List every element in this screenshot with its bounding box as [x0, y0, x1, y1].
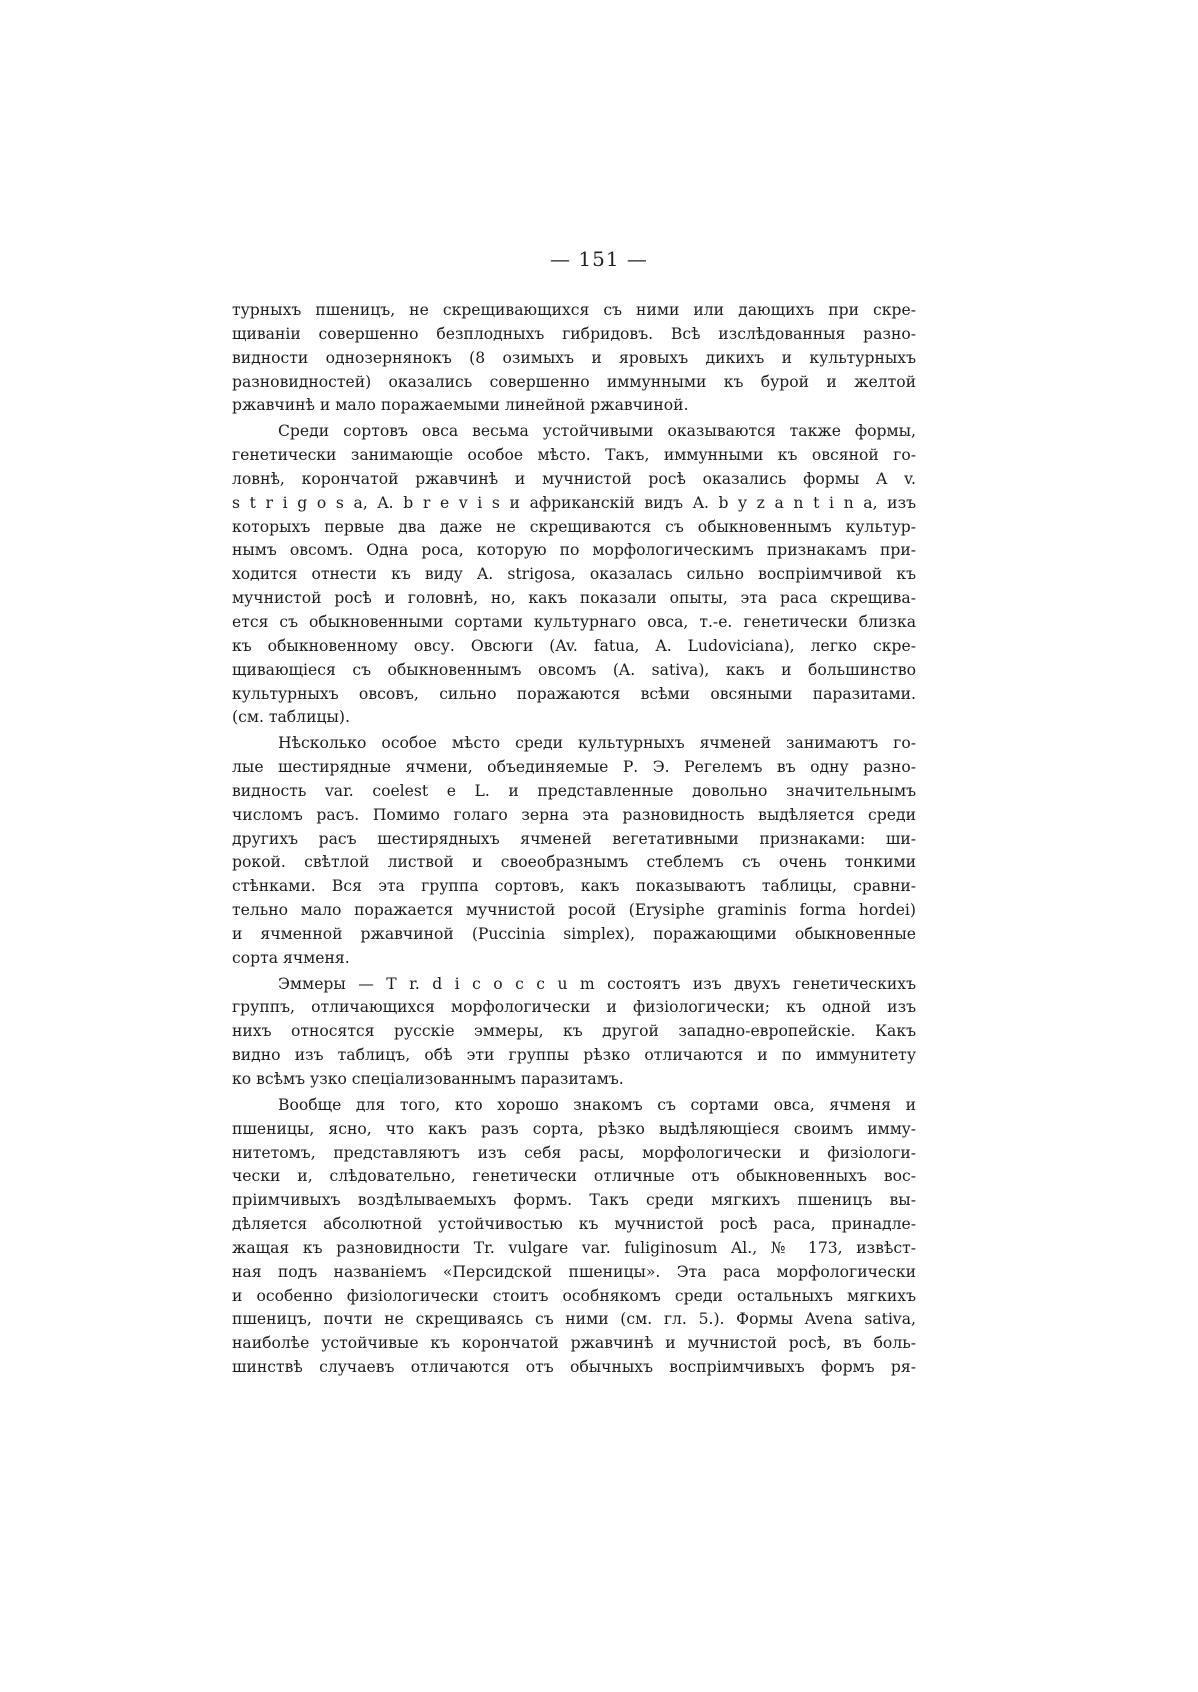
text-line: (см. таблицы). [232, 708, 350, 727]
text-line: другихъ расъ шестирядныхъ ячменей вегетативными признаками: ши- [232, 829, 916, 848]
text-line: турныхъ пшеницъ, не скрещивающихся съ ними или дающихъ при скре- [232, 301, 916, 319]
paragraph-4 [232, 973, 916, 1092]
text-line: числомъ расъ. Помимо голаго зерна эта разновидность выдѣляется среди [232, 805, 916, 824]
text-line: культурныхъ овсовъ, сильно поражаются всѣми овсяными паразитами. [232, 684, 916, 703]
text-line: рокой. свѣтлой листвой и своеобразнымъ стеблемъ съ очень тонкими [232, 853, 916, 872]
text-line: нихъ относятся русскіе эммеры, къ другой западно-европейскіе. Какъ [232, 1022, 916, 1041]
text-line: пшеницъ, почти не скрещиваясь съ ними (см. гл. 5.). Формы Avena sativa, [232, 1310, 916, 1329]
text-line: Среди сортовъ овса весьма устойчивыми оказываются также формы, [278, 422, 916, 441]
text-line: пшеницы, ясно, что какъ разъ сорта, рѣзко выдѣляющіеся своимъ иммy- [232, 1119, 916, 1138]
text-line: мучнистой росѣ и головнѣ, но, какъ показали опыты, эта раса скрещива- [232, 589, 916, 608]
text-line: ловнѣ, корончатой ржавчинѣ и мучнистой росѣ оказались формы A v. [232, 469, 916, 488]
text-line: Нѣсколько особое мѣсто среди культурныхъ ячменей занимаютъ го- [278, 734, 916, 753]
text-line: и ячменной ржавчиной (Puccinia simplex), поражающими обыкновенные [232, 924, 916, 943]
text-line: группъ, отличающихся морфологически и физіологически; къ одной изъ [232, 998, 916, 1017]
text-line: жащая къ разновидности Tr. vulgare var. fuliginosum Al., № 173, извѣст- [232, 1238, 916, 1257]
text-line: чески и, слѣдовательно, генетически отличные отъ обыкновенныхъ вос- [232, 1167, 916, 1186]
text-line: Вообще для того, кто хорошо знакомъ съ сортами овса, ячменя и [278, 1095, 916, 1114]
text-line: Эммеры — T r. d i c o c c u m состоятъ изъ двухъ генетическихъ [278, 974, 916, 993]
text-line: шинствѣ случаевъ отличаются отъ обычныхъ воспріимчивыхъ формъ ря- [232, 1358, 916, 1377]
text-line: видности однозернянокъ (8 озимыхъ и яровыхъ дикихъ и культурныхъ [232, 348, 916, 367]
text-line: генетически занимающіе особое мѣсто. Такъ, иммунными къ овсяной го- [232, 446, 916, 465]
paragraph-2 [232, 420, 916, 730]
text-line: лые шестирядные ячмени, объединяемые Р. Э. Регелемъ въ одну разно- [232, 758, 916, 777]
text-line: которыхъ первые два даже не скрещиваются съ обыкновеннымъ культур- [232, 517, 916, 536]
text-line: ная подъ названіемъ «Персидской пшеницы». Эта раса морфологически [232, 1262, 916, 1281]
text-line: ржавчинѣ и мало поражаемыми линейной ржавчиной. [232, 396, 689, 415]
text-line: видно изъ таблицъ, обѣ эти группы рѣзко отличаются и по иммунитету [232, 1046, 916, 1065]
text-line: къ обыкновенному овсу. Овсюги (Av. fatua, A. Ludoviciana), легко скре- [232, 636, 916, 655]
paragraph-3 [232, 732, 916, 970]
text-line: дѣляется абсолютной устойчивостью къ мучнистой росѣ раса, принадле- [232, 1215, 916, 1234]
text-line: щивающіеся съ обыкновеннымъ овсомъ (A. sativa), какъ и большинство [232, 660, 916, 679]
text-line: и особенно физіологически стоитъ особнякомъ среди остальныхъ мягкихъ [232, 1286, 916, 1305]
paragraph-5 [232, 1094, 916, 1380]
text-line: ходится отнести къ виду A. strigosa, оказалась сильно воспріимчивой къ [232, 565, 916, 584]
text-line: s t r i g o s a, A. b r e v i s и африканскій видъ A. b y z a n t i n a, изъ [232, 493, 916, 512]
page-number: — 151 — [550, 247, 648, 271]
text-line: разновидностей) оказались совершенно иммунными къ бурой и желтой [232, 372, 916, 391]
text-line: нитетомъ, представляютъ изъ себя расы, морфологически и физіологи- [232, 1143, 916, 1162]
text-line: наиболѣе устойчивые къ корончатой ржавчинѣ и мучнистой росѣ, въ боль- [232, 1334, 916, 1353]
text-line: нымъ овсомъ. Одна роса, которую по морфологическимъ признакамъ при- [232, 541, 916, 560]
text-line: ко всѣмъ узко спеціализованнымъ паразитамъ. [232, 1070, 624, 1088]
text-line: пріимчивыхъ воздѣлываемыхъ формъ. Такъ среди мягкихъ пшеницъ вы- [232, 1191, 916, 1210]
text-line: тельно мало поражается мучнистой росой (Erysiphe graminis forma hordei) [232, 901, 916, 920]
text-line: сорта ячменя. [232, 948, 350, 967]
text-line: ется съ обыкновенными сортами культурнаго овса, т.-е. генетически близка [232, 612, 916, 631]
body-text [232, 299, 916, 1380]
text-line: щиваніи совершенно безплодныхъ гибридовъ. Всѣ изслѣдованныя разно- [232, 324, 916, 343]
text-line: стѣнками. Вся эта группа сортовъ, какъ показываютъ таблицы, сравни- [232, 877, 916, 896]
paragraph-1 [232, 299, 916, 418]
text-line: видность var. coelest e L. и представленные довольно значительнымъ [232, 781, 916, 800]
